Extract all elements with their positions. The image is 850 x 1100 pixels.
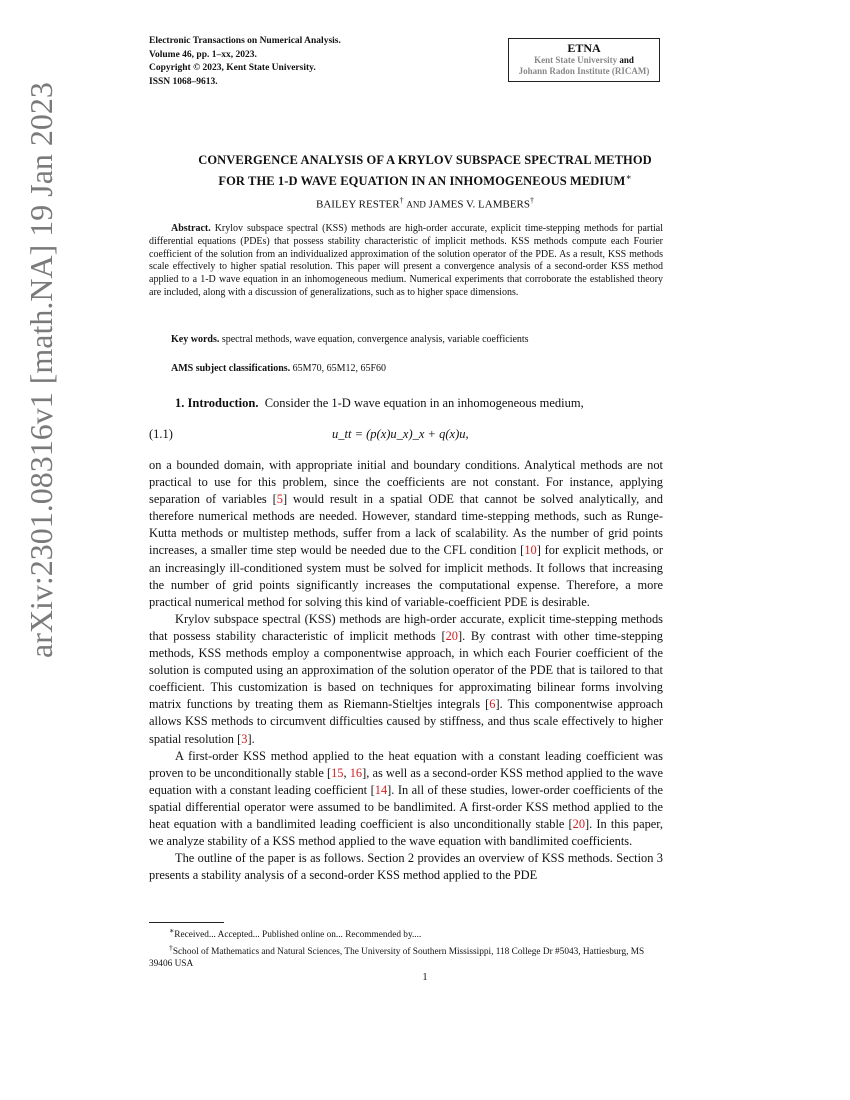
journal-name: Electronic Transactions on Numerical Analysis. — [149, 36, 341, 46]
citation-link[interactable]: 14 — [374, 782, 388, 797]
keywords-text: spectral methods, wave equation, convergence analysis, variable coefficients — [221, 334, 529, 345]
paragraph-1 — [149, 457, 663, 611]
citation-link[interactable]: 3 — [241, 731, 248, 746]
author-2-mark: † — [530, 196, 534, 205]
citation-link[interactable]: 20 — [572, 816, 586, 831]
title-line-2 — [100, 169, 750, 190]
citation-link[interactable]: 16 — [349, 765, 363, 780]
etna-line1 — [509, 55, 659, 66]
footnote-1-text: Received... Accepted... Published online on... Recommended by.... — [174, 930, 422, 941]
equation-1-1-math: u_tt = (p(x)u_x)_x + q(x)u, — [332, 427, 469, 441]
authors-and: AND — [406, 199, 426, 210]
footnote-2 — [149, 942, 663, 971]
citation-link[interactable]: 15 — [331, 765, 344, 780]
journal-copyright: Copyright © 2023, Kent State University. — [149, 63, 316, 73]
etna-title: ETNA — [567, 41, 601, 55]
equation-number: (1.1) — [149, 427, 173, 441]
p1-text-a: on a bounded domain, with appropriate initial and boundary conditions. Analytical methods are not practical to use for this problem, since the coefficients are not constant. For instance, applying separation of variables [ — [149, 458, 663, 507]
title-line-2-text: FOR THE 1-D WAVE EQUATION IN AN INHOMOGENEOUS MEDIUM — [218, 174, 626, 189]
authors — [100, 196, 750, 211]
paragraph-3 — [149, 748, 663, 851]
citation-link[interactable]: 6 — [489, 697, 496, 712]
citation-link[interactable]: 20 — [445, 628, 458, 643]
intro-body — [149, 457, 663, 884]
arxiv-identifier-text: arXiv:2301.08316v1 [math.NA] 19 Jan 2023 — [23, 82, 59, 658]
section-1-heading-line — [175, 396, 584, 411]
footnotes — [149, 925, 663, 971]
footnote-1 — [149, 925, 663, 942]
p3-text-b: ], as well as a second-order KSS method applied to the wave equation with a constant leading coefficient [ — [149, 765, 664, 797]
abstract — [149, 223, 663, 300]
keywords-label: Key words. — [171, 334, 220, 345]
ams-classifications — [171, 363, 386, 374]
footnote-2-mark: † — [169, 942, 173, 952]
p3-text-d: ]. In this paper, we analyze stability of a KSS method applied to the wave equation with bandlimited coefficients. — [149, 816, 663, 849]
page-number: 1 — [422, 972, 428, 983]
journal-issn: ISSN 1068–9613. — [149, 76, 218, 87]
journal-volume: Volume 46, pp. 1–xx, 2023. — [149, 49, 257, 60]
author-1-mark: † — [399, 196, 404, 205]
etna-and: and — [619, 55, 634, 65]
footnote-2-text: School of Mathematics and Natural Sciences, The University of Southern Mississippi, 118 College Dr #5043, Hattiesburg, MS 39406 USA — [149, 946, 645, 970]
ams-text: 65M70, 65M12, 65F60 — [292, 363, 387, 374]
arxiv-identifier-stamp — [0, 20, 80, 660]
p3-text-c: ]. In all of these studies, lower-order coefficients of the spatial differential operator were assumed to be bandlimited. A first-order KSS method applied to the heat equation with a bandlimited leading coefficient is also unconditionally stable [ — [149, 782, 663, 831]
section-1-lead: Consider the 1-D wave equation in an inhomogeneous medium, — [264, 396, 584, 410]
ams-label: AMS subject classifications. — [171, 363, 291, 374]
paragraph-2 — [149, 611, 663, 748]
paragraph-4: The outline of the paper is as follows. Section 2 provides an overview of KSS methods. Section 3 presents a stability analysis of a second-order KSS method applied to the PDE — [149, 851, 663, 883]
p3-text-a: A first-order KSS method applied to the heat equation with a constant leading coefficient was proven to be unconditionally stable [ — [149, 748, 663, 780]
citation-link[interactable]: 5 — [276, 492, 283, 507]
footnote-rule — [149, 922, 224, 923]
p2-text-c: ]. This componentwise approach allows KSS methods to circumvent difficulties caused by stiffness, and thus scale effectively to higher spatial resolution [ — [149, 697, 663, 746]
keywords — [171, 334, 529, 345]
p2-text-a: Krylov subspace spectral (KSS) methods are high-order accurate, explicit time-stepping methods that possess stability characteristic of implicit methods [ — [149, 611, 663, 643]
section-1-heading: 1. Introduction. — [175, 396, 259, 410]
p2-text-d: ]. — [247, 731, 255, 746]
p1-text-b: ] would result in a spatial ODE that cannot be solved analytically, and therefore numerical methods are needed. However, standard time-stepping methods, such as Runge-Kutta methods or multistep methods, suffer from a lack of scalability. As the number of grid points increases, a smaller time step would be needed due to the CFL condition [ — [149, 492, 663, 558]
footnote-1-mark: ∗ — [169, 926, 175, 935]
p1-text-c: ] for explicit methods, or an increasingly ill-conditioned system must be solved for implicit methods. It follows that increasing the number of grid points significantly increases the computational expense. Therefore, a more practical numerical method for solving this kind of variable-coefficient PDE is desirable. — [149, 543, 664, 609]
author-2: JAMES V. LAMBERS — [428, 198, 530, 211]
abstract-text: Krylov subspace spectral (KSS) methods are high-order accurate, explicit time-stepping methods for partial differential equations (PDEs) that possess stability characteristic of implicit methods. KSS methods compute each Fourier coefficient of the solution from an individualized approximation of the solution operator of the PDE. As a result, KSS methods scale effectively to higher spatial resolution. This paper will present a convergence analysis of a second-order KSS method applied to a 1-D wave equation in an inhomogeneous medium. Numerical experiments that corroborate the established theory are included, along with a discussion of generalizations, such as to higher space dimensions. — [149, 223, 663, 298]
paper-title — [100, 152, 750, 190]
p2-text-b: ]. By contrast with other time-stepping methods, KSS methods employ a componentwise approach, in which each Fourier coefficient of the solution is computed using an approximation of the solution operator of the PDE that is tailored to that coefficient. This customization is based on techniques for approximating bilinear forms involving matrix functions by treating them as Riemann-Stieltjes integrals [ — [149, 628, 663, 712]
etna-box — [508, 38, 660, 82]
journal-info — [149, 35, 341, 89]
etna-institute: Johann Radon Institute (RICAM) — [518, 66, 650, 76]
abstract-label: Abstract. — [171, 223, 211, 234]
p3-separator: , — [343, 765, 350, 780]
title-line-1: CONVERGENCE ANALYSIS OF A KRYLOV SUBSPACE SPECTRAL METHOD — [198, 153, 652, 167]
author-1: BAILEY RESTER — [316, 198, 400, 211]
citation-link[interactable]: 10 — [524, 543, 537, 558]
title-footnote-mark: ∗ — [625, 172, 632, 182]
etna-university: Kent State University — [534, 55, 618, 65]
